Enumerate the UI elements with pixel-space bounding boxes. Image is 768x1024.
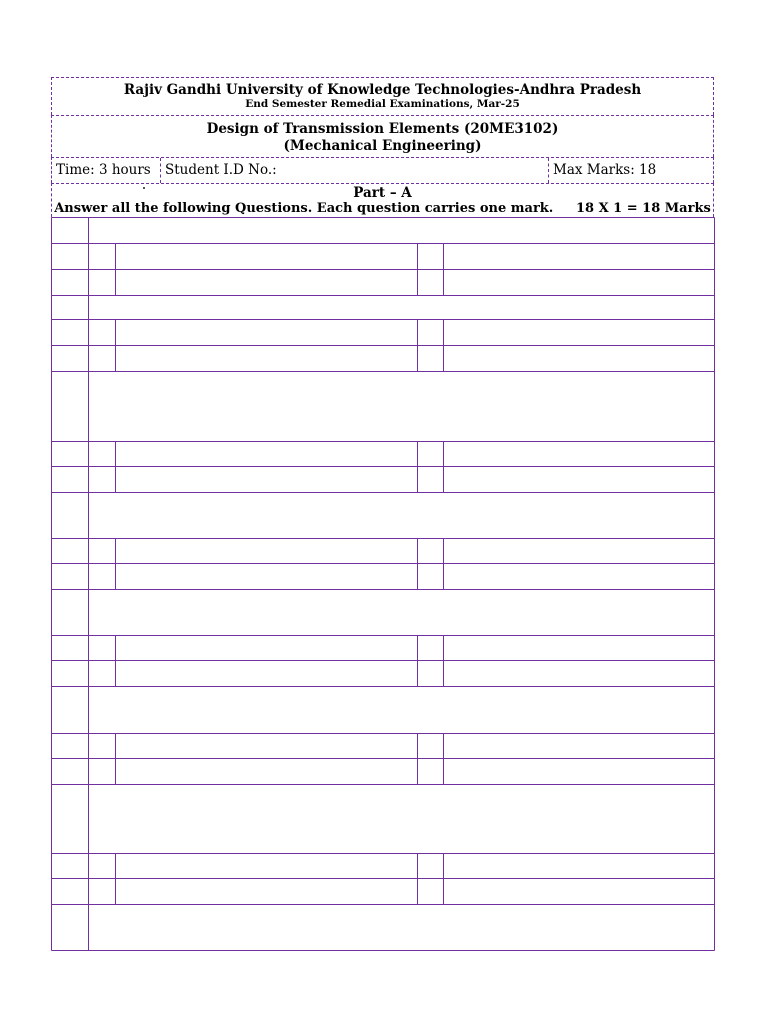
university-name: Rajiv Gandhi University of Knowledge Technologies-Andhra Pradesh: [123, 82, 642, 98]
student-id-label: Student I.D No.:: [161, 158, 549, 183]
subject-title: Design of Transmission Elements (20ME3102): [206, 121, 559, 137]
exam-duration: Time: 3 hours: [52, 158, 161, 183]
branch-name: (Mechanical Engineering): [283, 138, 482, 154]
instructions: Answer all the following Questions. Each question carries one mark. 18 X 1 = 18 Marks: [54, 201, 711, 216]
max-marks: Max Marks: 18: [553, 162, 657, 178]
exam-title: End Semester Remedial Examinations, Mar-25: [245, 98, 520, 110]
part-title: Part – A: [353, 185, 412, 201]
